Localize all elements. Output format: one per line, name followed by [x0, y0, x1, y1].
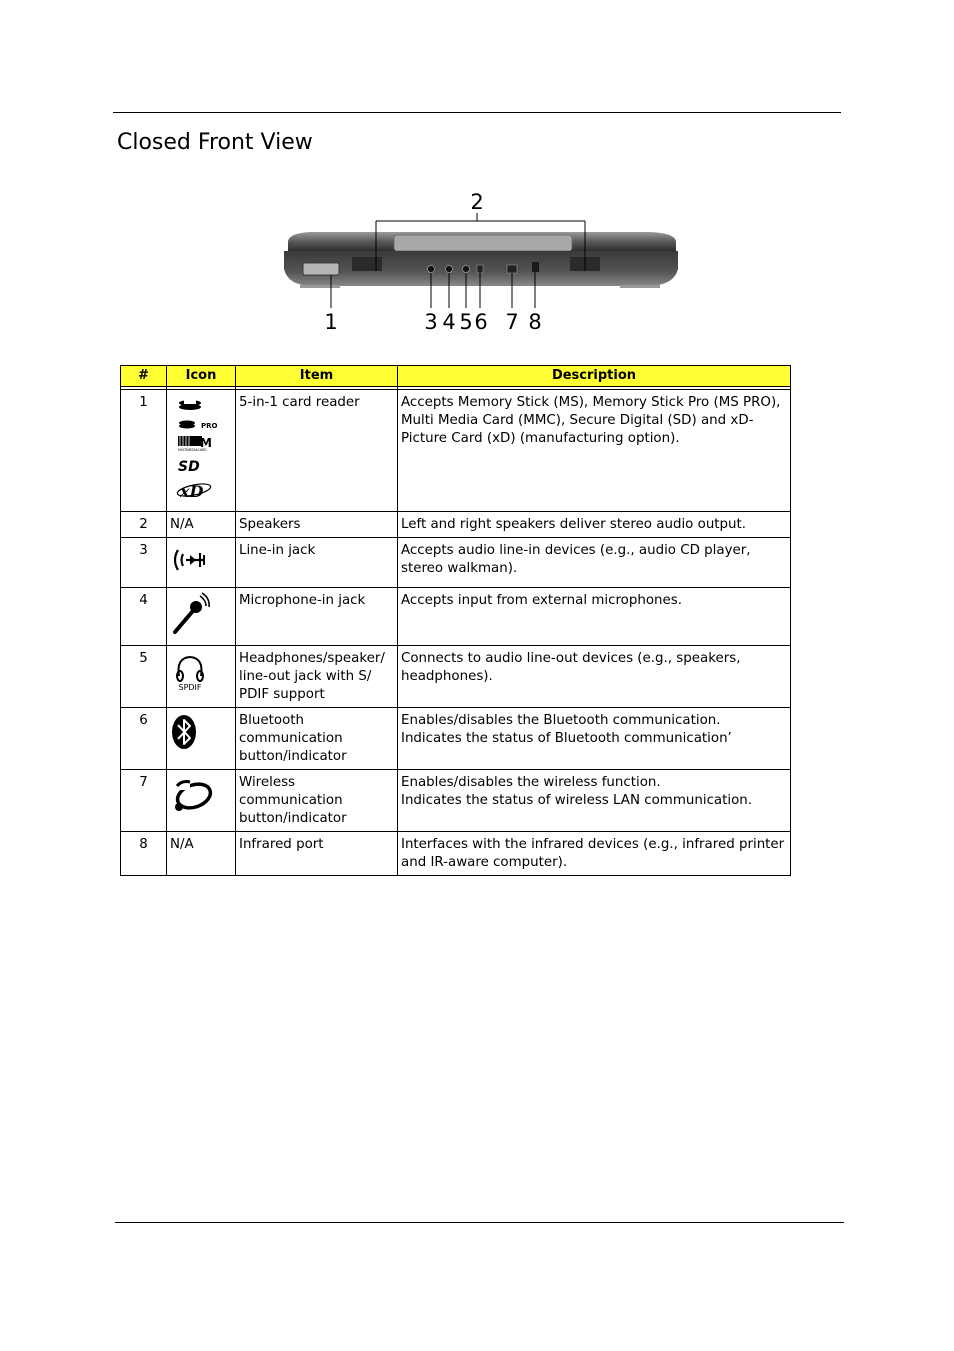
row-icon-cell: [167, 588, 236, 646]
row-icon-cell: [167, 538, 236, 588]
header-number: #: [121, 366, 167, 387]
row-description: Accepts Memory Stick (MS), Memory Stick Pro (MS PRO), Multi Media Card (MMC), Secure Digital (SD) and xD-Picture Card (xD) (manufacturing option).: [398, 390, 791, 512]
front-view-table: [120, 365, 791, 876]
table-row: [121, 512, 791, 538]
row-icon-text: N/A: [167, 512, 236, 538]
row-number: 5: [121, 646, 167, 708]
row-number: 8: [121, 832, 167, 876]
top-rule: [113, 112, 841, 113]
callout-5: 5: [459, 310, 473, 334]
microphone-icon: [170, 592, 210, 636]
row-number: 7: [121, 770, 167, 832]
header-item: Item: [236, 366, 398, 387]
xd-card-icon: [176, 482, 211, 501]
xd-card-label: xD: [180, 482, 204, 501]
row-number: 1: [121, 390, 167, 512]
row-icon-cell: [167, 646, 236, 708]
header-description: Description: [398, 366, 791, 387]
memory-stick-pro-label: PRO: [201, 422, 218, 430]
row-description: Accepts input from external microphones.: [398, 588, 791, 646]
row-number: 3: [121, 538, 167, 588]
table-row: [121, 538, 791, 588]
row-icon-cell: [167, 770, 236, 832]
row-icon-text: N/A: [167, 832, 236, 876]
memory-stick-pro-icon: [179, 421, 218, 431]
wireless-button: [507, 265, 517, 273]
callout-6: 6: [474, 310, 488, 334]
header-icon: Icon: [167, 366, 236, 387]
laptop-latch: [394, 235, 572, 251]
table-row: [121, 646, 791, 708]
description-line: Enables/disables the Bluetooth communication.: [401, 713, 721, 728]
row-number: 6: [121, 708, 167, 770]
table-row: [121, 770, 791, 832]
row-item: Microphone-in jack: [236, 588, 398, 646]
callout-7: 7: [505, 310, 519, 334]
row-item: Speakers: [236, 512, 398, 538]
line-in-icon: [170, 542, 210, 578]
memory-stick-icon: [179, 400, 201, 410]
right-foot: [620, 285, 660, 288]
row-description: [398, 770, 791, 832]
row-description: Left and right speakers deliver stereo audio output.: [398, 512, 791, 538]
row-icon-cell: [167, 708, 236, 770]
bottom-rule: [115, 1222, 844, 1223]
multimedia-card-label: MULTIMEDIACARD: [178, 448, 207, 452]
left-speaker: [352, 257, 382, 271]
callout-1: 1: [324, 310, 338, 334]
card-reader-icons: [170, 394, 230, 502]
row-description: Accepts audio line-in devices (e.g., audio CD player, stereo walkman).: [398, 538, 791, 588]
row-number: 2: [121, 512, 167, 538]
port-line-in: [428, 266, 435, 273]
sd-card-icon: [178, 459, 200, 475]
spdif-label: SPDIF: [178, 683, 202, 692]
description-line: Indicates the status of wireless LAN communication.: [401, 793, 753, 808]
table-row: [121, 708, 791, 770]
callout-8: 8: [528, 310, 542, 334]
row-item: 5-in-1 card reader: [236, 390, 398, 512]
headphones-spdif-icon: [170, 650, 214, 694]
svg-text:M: M: [200, 436, 212, 450]
table-row: [121, 390, 791, 512]
row-number: 4: [121, 588, 167, 646]
bluetooth-button: [477, 265, 483, 273]
callout-3: 3: [424, 310, 438, 334]
row-icon-cell: [167, 390, 236, 512]
row-description: [398, 708, 791, 770]
callout-4: 4: [442, 310, 456, 334]
description-line: Enables/disables the wireless function.: [401, 775, 661, 790]
sd-card-label: SD: [178, 459, 200, 475]
row-item: Line-in jack: [236, 538, 398, 588]
port-headphones: [463, 266, 470, 273]
port-microphone: [446, 266, 453, 273]
left-foot: [300, 285, 340, 288]
table-header-row: [121, 366, 791, 387]
page-title: Closed Front View: [117, 130, 313, 155]
table-row: [121, 588, 791, 646]
table-row: [121, 832, 791, 876]
callout-2: 2: [470, 190, 484, 214]
card-reader-slot: [303, 263, 339, 275]
row-item: Infrared port: [236, 832, 398, 876]
description-line: Indicates the status of Bluetooth communication’: [401, 731, 732, 746]
bluetooth-icon: [170, 712, 210, 752]
wireless-icon: [170, 774, 218, 816]
row-item: Wireless communication button/indicator: [236, 770, 398, 832]
row-item: Bluetooth communication button/indicator: [236, 708, 398, 770]
row-item: Headphones/speaker/ line-out jack with S/ PDIF support: [236, 646, 398, 708]
multimedia-card-icon: [178, 436, 212, 452]
row-description: Connects to audio line-out devices (e.g., speakers, headphones).: [398, 646, 791, 708]
infrared-port: [532, 262, 539, 272]
row-description: Interfaces with the infrared devices (e.g., infrared printer and IR-aware computer).: [398, 832, 791, 876]
laptop-front-view-figure: [270, 185, 690, 340]
